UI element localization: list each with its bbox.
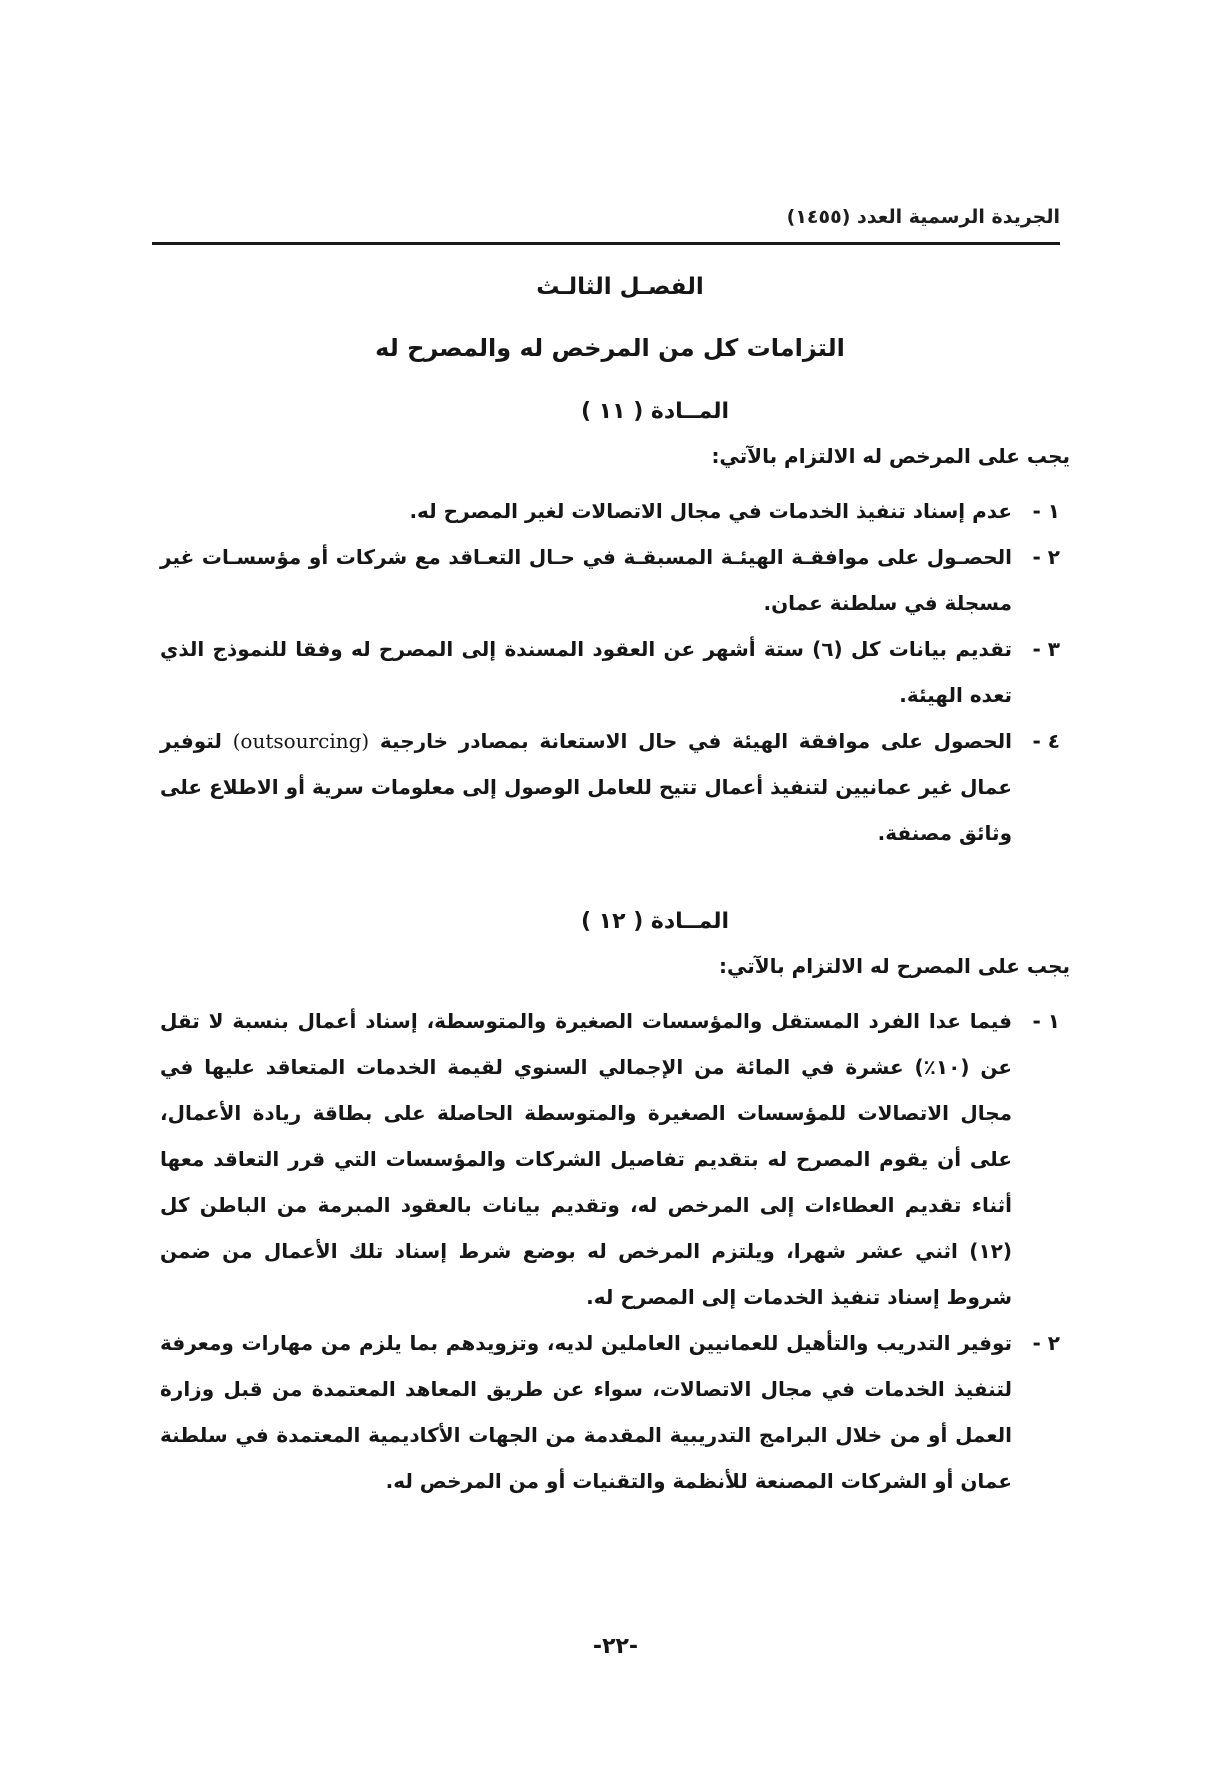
item-latin-term: (outsourcing): [232, 729, 370, 753]
item-number: ٢ -: [1032, 1331, 1060, 1355]
list-item: [160, 998, 1060, 1320]
chapter-title: الفصـل الثالـث: [536, 274, 704, 300]
gazette-header-title: الجريدة الرسمية العدد (١٤٥٥): [786, 206, 1060, 228]
article-11-intro: يجب على المرخص له الالتزام بالآتي:: [711, 444, 1070, 468]
list-item: [160, 534, 1060, 626]
item-number: ١ -: [1032, 499, 1060, 523]
list-item: [160, 718, 1060, 856]
document-page: [160, 200, 1070, 1504]
item-number: ١ -: [1032, 1009, 1060, 1033]
list-item: [160, 488, 1060, 534]
chapter-subtitle: التزامات كل من المرخص له والمصرح له: [375, 334, 845, 362]
page-number: -٢٢-: [592, 1634, 639, 1659]
item-number: ٢ -: [1032, 545, 1060, 569]
list-item: [160, 1320, 1060, 1504]
item-text: توفير التدريب والتأهيل للعمانيين العاملين لديه، وتزويدهم بما يلزم من مهارات ومعرفة لتنفيذ الخدمات في مجال الاتصالات، سواء عن طريق المعاهد المعتمدة من قبل وزارة العمل أو من خلال البرامج التدريبية المقدمة من الجهات الأكاديمية المعتمدة في سلطنة عمان أو الشركات المصنعة للأنظمة والتقنيات أو من المرخص له.: [160, 1331, 1012, 1493]
article-12-intro: يجب على المصرح له الالتزام بالآتي:: [719, 954, 1070, 978]
item-number: ٤ -: [1032, 729, 1060, 753]
item-text: فيما عدا الفرد المستقل والمؤسسات الصغيرة والمتوسطة، إسناد أعمال بنسبة لا تقل عن (١٠٪) عشرة في المائة من الإجمالي السنوي لقيمة الخدمات المتعاقد عليها في مجال الاتصالات للمؤسسات الصغيرة والمتوسطة الحاصلة على بطاقة ريادة الأعمال، على أن يقوم المصرح له بتقديم تفاصيل الشركات والمؤسسات التي قرر التعاقد معها أثناء تقديم العطاءات إلى المرخص له، وتقديم بيانات بالعقود المبرمة من الباطن كل (١٢) اثني عشر شهرا، ويلتزم المرخص له بوضع شرط إسناد تلك الأعمال من ضمن شروط إسناد تنفيذ الخدمات إلى المصرح له.: [160, 1009, 1012, 1309]
list-item: [160, 626, 1060, 718]
article-11-title: المــادة ( ١١ ): [580, 399, 730, 424]
item-text-part: الحصول على موافقة الهيئة في حال الاستعانة بمصادر خارجية: [379, 729, 1013, 753]
article-12: [160, 902, 1070, 1504]
page-header: [160, 200, 1060, 242]
article-12-title: المــادة ( ١٢ ): [580, 909, 730, 934]
item-text: عدم إسناد تنفيذ الخدمات في مجال الاتصالات لغير المصرح له.: [409, 499, 1012, 523]
item-text: تقديم بيانات كل (٦) ستة أشهر عن العقود المسندة إلى المصرح له وفقا للنموذج الذي تعده الهيئة.: [160, 637, 1012, 707]
item-text: الحصـول على موافقـة الهيئـة المسبقـة في حـال التعـاقد مع شركات أو مؤسسـات غير مسجلة في سلطنة عمان.: [160, 545, 1012, 615]
header-divider: [152, 242, 1060, 245]
item-text-part: لتوفير عمال غير عمانيين لتنفيذ أعمال تتيح للعامل الوصول إلى معلومات سرية أو الاطلاع على وثائق مصنفة.: [160, 729, 1012, 845]
item-number: ٣ -: [1032, 637, 1060, 661]
article-11: [160, 392, 1070, 856]
article-12-items: [160, 998, 1060, 1504]
article-11-items: [160, 488, 1060, 856]
